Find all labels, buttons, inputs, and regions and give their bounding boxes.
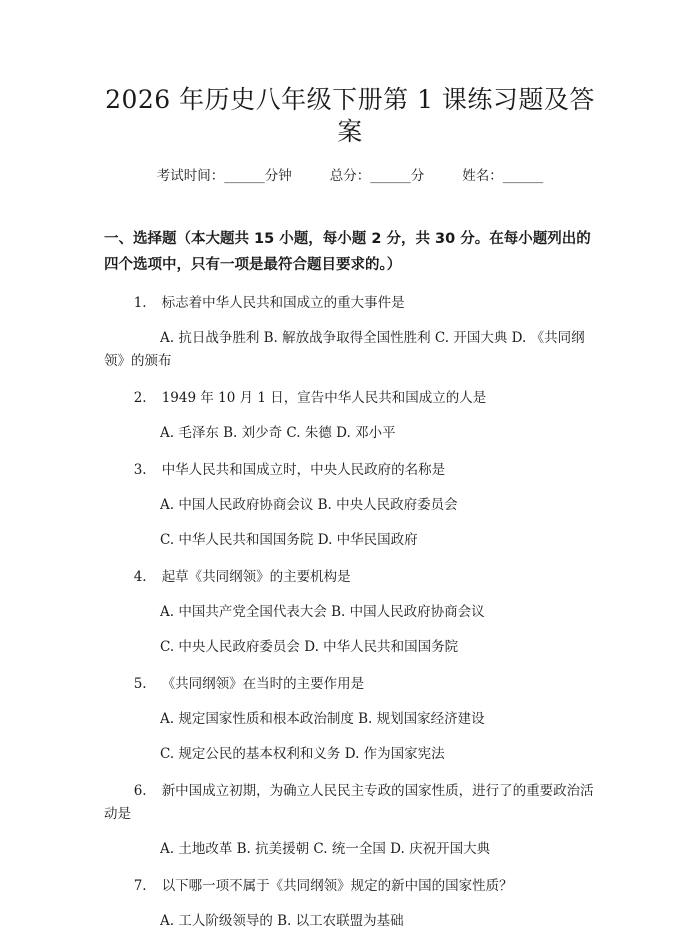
question-stem: 中华人民共和国成立时，中央人民政府的名称是 (161, 462, 446, 478)
question-3 (104, 459, 596, 482)
question-number: 4. (133, 569, 147, 585)
question-number: 5. (133, 676, 147, 692)
question-1 (104, 292, 596, 315)
question-number: 6. (133, 783, 147, 799)
question-number: 2. (133, 390, 147, 406)
exam-time-field: 考试时间：______分钟 (156, 168, 292, 184)
exam-meta (104, 166, 596, 186)
question-stem: 《共同纲领》在当时的主要作用是 (161, 676, 365, 692)
question-3-options-ab: A. 中国人民政府协商会议 B. 中央人民政府委员会 (160, 497, 458, 513)
question-6-options: A. 土地改革 B. 抗美援朝 C. 统一全国 D. 庆祝开国大典 (160, 841, 491, 857)
question-6 (104, 780, 596, 826)
question-5-options-ab: A. 规定国家性质和根本政治制度 B. 规划国家经济建设 (160, 711, 485, 727)
question-7 (104, 875, 596, 898)
question-number: 1. (133, 295, 147, 311)
section-heading-choice: 一、选择题（本大题共 15 小题，每小题 2 分，共 30 分。在每小题列出的四个选项中，只有一项是最符合题目要求的。） (104, 231, 591, 273)
student-name-field: 姓名：______ (462, 168, 544, 184)
question-5 (104, 673, 596, 696)
question-4-options-ab: A. 中国共产党全国代表大会 B. 中国人民政府协商会议 (160, 604, 485, 620)
question-stem: 1949 年 10 月 1 日，宣告中华人民共和国成立的人是 (161, 390, 487, 406)
question-number: 7. (133, 878, 147, 894)
question-stem: 标志着中华人民共和国成立的重大事件是 (161, 295, 405, 311)
page-title: 2026 年历史八年级下册第 1 课练习题及答案 (105, 85, 595, 146)
question-7-options: A. 工人阶级领导的 B. 以工农联盟为基础 (160, 913, 404, 929)
question-2-options: A. 毛泽东 B. 刘少奇 C. 朱德 D. 邓小平 (160, 425, 396, 441)
question-stem: 起草《共同纲领》的主要机构是 (161, 569, 351, 585)
question-number: 3. (133, 462, 147, 478)
question-5-options-cd: C. 规定公民的基本权利和义务 D. 作为国家宪法 (160, 746, 445, 762)
question-2 (104, 387, 596, 410)
question-4-options-cd: C. 中央人民政府委员会 D. 中华人民共和国国务院 (160, 639, 459, 655)
total-score-field: 总分：______分 (329, 168, 425, 184)
question-stem: 新中国成立初期，为确立人民民主专政的国家性质，进行了的重要政治活动是 (104, 783, 594, 822)
question-1-options: A. 抗日战争胜利 B. 解放战争取得全国性胜利 C. 开国大典 D. 《共同纲领》的颁布 (104, 330, 585, 369)
question-4 (104, 566, 596, 589)
question-stem: 以下哪一项不属于《共同纲领》规定的新中国的国家性质？ (161, 878, 513, 894)
question-3-options-cd: C. 中华人民共和国国务院 D. 中华民国政府 (160, 532, 418, 548)
